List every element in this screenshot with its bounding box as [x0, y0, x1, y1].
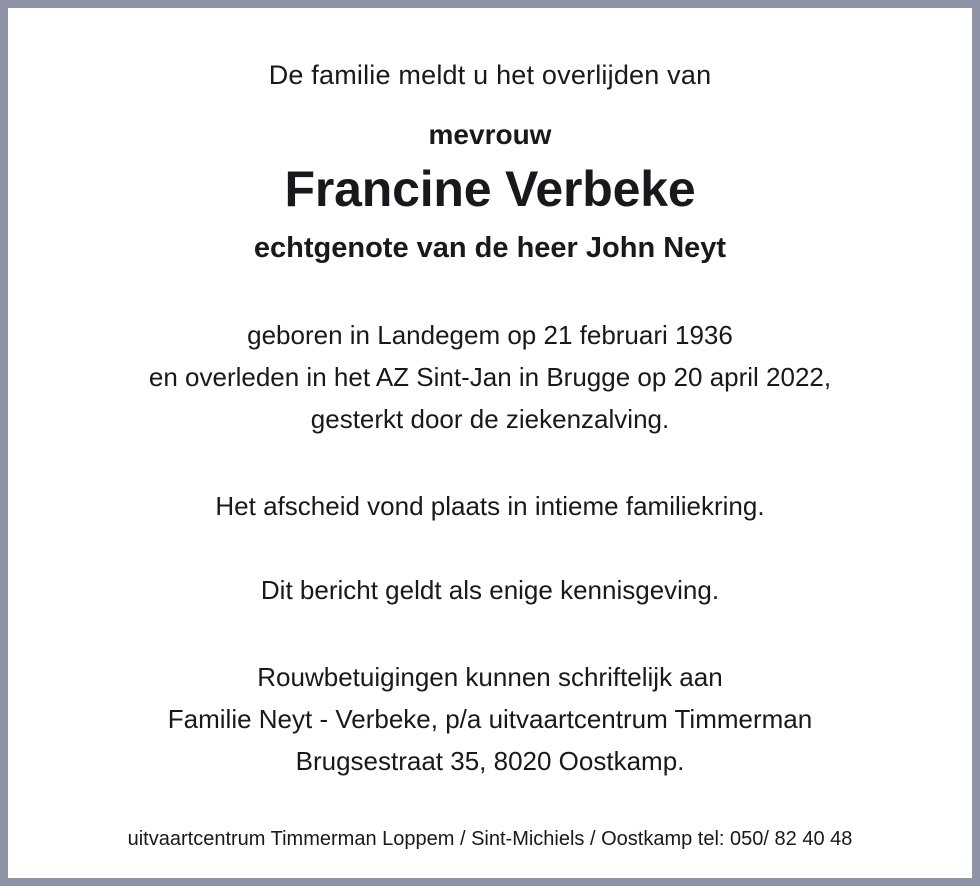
funeral-home-footer: uitvaartcentrum Timmerman Loppem / Sint-Michiels / Oostkamp tel: 050/ 82 40 48 — [127, 828, 853, 850]
notice-text: Dit bericht geldt als enige kennisgeving. — [260, 575, 720, 605]
birth-line: geboren in Landegem op 21 februari 1936 — [247, 320, 733, 350]
farewell-text: Het afscheid vond plaats in intieme familiekring. — [215, 491, 765, 521]
condolences-line-1: Rouwbetuigingen kunnen schriftelijk aan — [257, 662, 723, 692]
death-line: en overleden in het AZ Sint-Jan in Brugge op 20 april 2022, — [148, 362, 832, 392]
condolences-block — [8, 656, 972, 782]
sacrament-line: gesterkt door de ziekenzalving. — [310, 404, 670, 434]
obituary-card — [8, 8, 972, 878]
spouse-text: echtgenote van de heer John Neyt — [253, 232, 727, 264]
deceased-name: Francine Verbeke — [284, 161, 696, 217]
birth-death-block — [8, 314, 972, 440]
condolences-line-3: Brugsestraat 35, 8020 Oostkamp. — [295, 746, 685, 776]
intro-text: De familie meldt u het overlijden van — [268, 60, 712, 90]
condolences-line-2: Familie Neyt - Verbeke, p/a uitvaartcentrum Timmerman — [167, 704, 813, 734]
honorific-text: mevrouw — [428, 119, 552, 150]
